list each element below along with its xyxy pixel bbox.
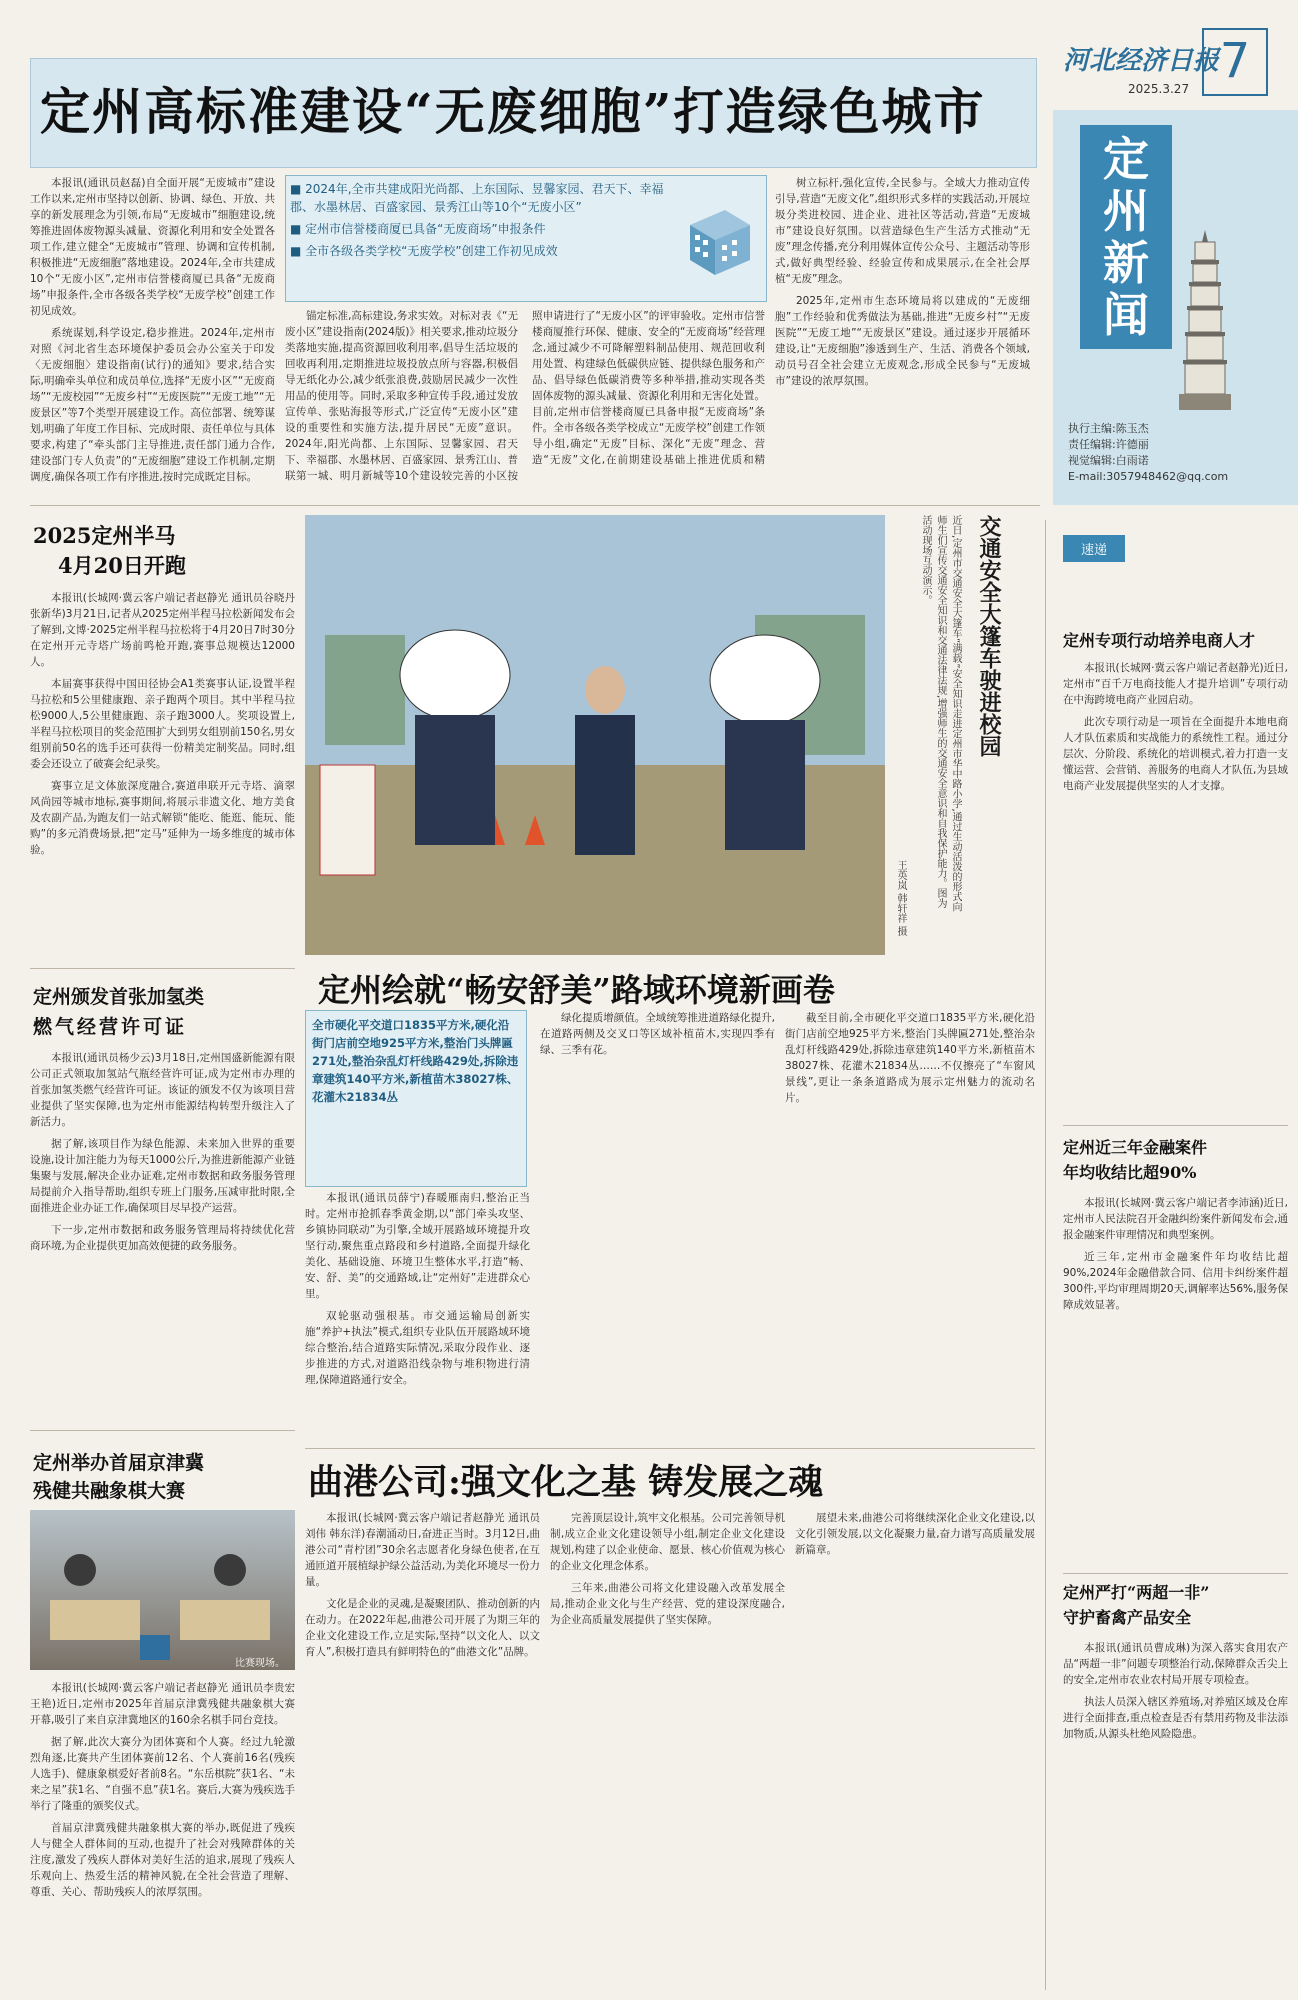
lead-column-1	[30, 175, 275, 493]
hydrogen-paragraph: 据了解,该项目作为绿色能源、未来加入世界的重要设施,设计加注能力为每天1000公斤,为推进新能源产业链集聚与发展,解决企业办证难,定州市数据和政务服务管理局提前介入指导帮助,组织专班上门服务,压减审批时限,全面推进企业办证工作,确保项目尽早投产运营。	[30, 1138, 295, 1214]
brief-rule-1	[1063, 1125, 1288, 1126]
chess-paragraph: 据了解,此次大赛分为团体赛和个人赛。经过九轮激烈角逐,比赛共产生团体赛前12名、个人赛前16名(残疾人选手)、健康象棋爱好者前8名。“东岳棋院”获1名、“未来之星”获1名、“自强不息”获1名。赛后,大赛为残疾选手举行了隆重的颁奖仪式。	[30, 1736, 295, 1812]
bullet-icon: ■	[290, 182, 306, 196]
brief-paragraph: 本报讯(长城网·冀云客户端记者赵静光)近日,定州市“百千万电商技能人才提升培训”专项行动在中海跨境电商产业园启动。	[1063, 662, 1288, 706]
road-column-3	[785, 1010, 1035, 1440]
lead-paragraph: 系统谋划,科学设定,稳步推进。2024年,定州市对照《河北省生态环境保护委员会办公室关于印发〈无废细胞〉建设指南(试行)的通知》要求,结合实际,明确牵头单位和成员单位,选择“无废小区”“无废商场”“无废校园”“无废乡村”“无废医院”“无废工地”“无废景区”等7个类型开展建设工作。高位部署、统筹谋划,明确了年度工作目标、完成时限、责任单位与具体要求,构建了“牵头部门主导推进,责任部门通力合作,建设部门专人负责”的“无废细胞”建设工作机制,定期调度,确保各项工作有序推进,按时完成既定目标。	[30, 327, 275, 483]
hydrogen-paragraph: 下一步,定州市数据和政务服务管理局将持续优化营商环境,为企业提供更加高效便捷的政务服务。	[30, 1224, 295, 1252]
hydrogen-paragraph: 本报讯(通讯员杨少云)3月18日,定州国盛新能源有限公司正式领取加氢站气瓶经营许可证,成为定州市办理的首张加氢类燃气经营许可证。该证的颁发不仅为该项目营业提供了坚实保障,也为定州市能源结构转型升级注入了新活力。	[30, 1052, 295, 1128]
lead-headline: 定州高标准建设“无废细胞”打造绿色城市	[40, 82, 986, 141]
lead-paragraph: 树立标杆,强化宣传,全民参与。全域大力推动宣传引导,营造“无废文化”,组织形式多样的实践活动,开展垃圾分类进校园、进企业、进社区等活动,营造“无废城市”建设良好氛围。以营造绿色生产生活方式推动“无废”理念传播,充分利用媒体宣传公众号、主题活动等形式,做好典型经验、经验宣传和成果展示,在全社会厚植“无废”理念。	[775, 177, 1030, 285]
marathon-bottom-rule	[30, 968, 295, 969]
road-paragraph: 本报讯(通讯员薛宁)春暖雁南归,整治正当时。定州市抢抓春季黄金期,以“部门牵头攻坚、乡镇协同联动”为引擎,全域开展路域环境提升攻坚行动,聚焦重点路段和乡村道路,全面提升绿化美化、基础设施、环境卫生整体水平,打造“畅、安、舒、美”的交通路域,让“定州好”走进群众心里。	[305, 1192, 530, 1300]
lead-paragraph: 2025年,定州市生态环境局将以建成的“无废细胞”工作经验和优秀做法为基础,推进“无废乡村”“无废医院”“无废工地”“无废景区”建设。通过逐步开展循环建设,让“无废细胞”渗透到生产、生活、消费各个领域,动员号召全社会建立无废观念,形成全民参与“无废城市”建设的浓厚氛围。	[775, 295, 1030, 387]
brief-1-body	[1063, 660, 1288, 1200]
marathon-headline-2: 4月20日开跑	[58, 553, 186, 578]
quyang-column-1	[305, 1510, 540, 1990]
editor-credit-3: 视觉编辑:白雨诺	[1068, 454, 1149, 467]
highlight-item	[290, 242, 670, 260]
traffic-photo-credit: 王英岚 韩轩祥 摄	[895, 860, 906, 937]
highlight-text: 全市各级各类学校“无废学校”创建工作初见成效	[305, 244, 558, 258]
quyang-column-3	[795, 1510, 1035, 1990]
brief-1-headline: 定州专项行动培养电商人才	[1063, 631, 1256, 650]
editor-email: E-mail:3057948462@qq.com	[1068, 470, 1229, 483]
quyang-paragraph: 完善顶层设计,筑牢文化根基。公司完善领导机制,成立企业文化建设领导小组,制定企业文化建设规划,构建了以企业使命、愿景、核心价值观为核心的企业文化理念体系。	[550, 1512, 785, 1572]
lead-column-2	[285, 308, 765, 493]
quyang-column-2	[550, 1510, 785, 1990]
building-illustration	[680, 190, 755, 280]
brief-3-headline-2: 守护畜禽产品安全	[1063, 1608, 1192, 1627]
marathon-body	[30, 590, 295, 955]
quyang-paragraph: 三年来,曲港公司将文化建设融入改革发展全局,推动企业文化与生产经营、党的建设深度融合,为企业高质量发展提供了坚实保障。	[550, 1582, 785, 1626]
marathon-paragraph: 本报讯(长城网·冀云客户端记者赵静光 通讯员谷晓丹 张新华)3月21日,记者从2025定州半程马拉松新闻发布会了解到,文博·2025定州半程马拉松将于4月20日7时30分在定州开元寺塔广场前鸣枪开跑,赛事总规模达12000人。	[30, 592, 295, 668]
bullet-icon: ■	[290, 244, 306, 258]
road-headline: 定州绘就“畅安舒美”路域环境新画卷	[318, 971, 835, 1009]
road-stats-text: 全市硬化平交道口1835平方米,硬化沿街门店前空地925平方米,整治门头牌匾271处,整治杂乱灯杆线路429处,拆除违章建筑140平方米,新植苗木38027株、花灌木21834丛	[312, 1018, 519, 1104]
quyang-paragraph: 本报讯(长城网·冀云客户端记者赵静光 通讯员刘伟 韩东洋)春潮涌动日,奋进正当时。3月12日,曲港公司“青柠团”30余名志愿者化身绿色使者,在互通匝道开展植绿护绿公益活动,为美化环境尽一份力量。	[305, 1512, 540, 1588]
editor-credit-2: 责任编辑:许德丽	[1068, 438, 1149, 451]
chess-headline-1: 定州举办首届京津冀	[33, 1452, 205, 1474]
bullet-icon: ■	[290, 222, 306, 236]
brief-2-headline-2: 年均收结比超90%	[1063, 1163, 1197, 1182]
road-paragraph: 双轮驱动强根基。市交通运输局创新实施“养护+执法”模式,组织专业队伍开展路域环境综合整治,结合道路实际情况,采取分段作业、逐步推进的方式,对道路沿线杂物与堆积物进行清理,保障道路通行安全。	[305, 1310, 530, 1386]
hydrogen-body	[30, 1050, 295, 1420]
marathon-headline-1: 2025定州半马	[33, 523, 176, 548]
brief-label: 速递	[1063, 535, 1125, 562]
lead-bottom-rule	[30, 505, 1040, 506]
brief-2-body	[1063, 1195, 1288, 1565]
lead-column-3	[775, 175, 1030, 493]
brief-paragraph: 执法人员深入辖区养殖场,对养殖区域及仓库进行全面排查,重点检查是否有禁用药物及非法添加物质,从源头杜绝风险隐患。	[1063, 1696, 1288, 1740]
brief-3-body	[1063, 1640, 1288, 1990]
highlight-text: 2024年,全市共建成阳光尚都、上东国际、昱馨家园、君天下、幸福郡、水墨林居、百盛家园、景秀江山等10个“无废小区”	[290, 182, 664, 214]
highlight-text: 定州市信誉楼商厦已具备“无废商场”申报条件	[305, 222, 546, 236]
chess-paragraph: 本报讯(长城网·冀云客户端记者赵静光 通讯员李贵宏 王艳)近日,定州市2025年首届京津冀残健共融象棋大赛开幕,吸引了来自京津冀地区的160余名棋手同台竞技。	[30, 1682, 295, 1726]
sidebar-divider	[1045, 520, 1046, 1990]
quyang-paragraph: 文化是企业的灵魂,是凝聚团队、推动创新的内在动力。在2022年起,曲港公司开展了为期三年的企业文化建设工作,立足实际,坚持“以文化人、以文育人”,积极打造具有鲜明特色的“曲港文化”品牌。	[305, 1598, 540, 1658]
chess-paragraph: 首届京津冀残健共融象棋大赛的举办,既促进了残疾人与健全人群体间的互动,也提升了社会对残障群体的关注度,激发了残疾人群体对美好生活的追求,展现了残疾人乐观向上、热爱生活的精神风貌,在全社会营造了理解、尊重、关心、帮助残疾人的浓厚氛围。	[30, 1822, 295, 1898]
chess-headline-2: 残健共融象棋大赛	[33, 1480, 186, 1502]
hydrogen-headline-1: 定州颁发首张加氢类	[33, 986, 205, 1008]
brief-rule-2	[1063, 1573, 1288, 1574]
road-column-2	[540, 1010, 775, 1440]
chess-photo	[30, 1510, 295, 1670]
lead-highlights-list	[290, 180, 670, 260]
brief-paragraph: 此次专项行动是一项旨在全面提升本地电商人才队伍素质和实战能力的系统性工程。通过分层次、分阶段、系统化的培训模式,着力打造一支懂运营、会营销、善服务的电商人才队伍,为县域电商产业发展提供坚实的人才支撑。	[1063, 716, 1288, 792]
chess-photo-credit: 比赛现场。	[235, 1658, 285, 1669]
road-column-1	[305, 1190, 530, 1440]
brief-paragraph: 本报讯(长城网·冀云客户端记者李沛涵)近日,定州市人民法院召开金融纠纷案件新闻发布会,通报金融案件审理情况和典型案例。	[1063, 1197, 1288, 1241]
marathon-paragraph: 赛事立足文体旅深度融合,赛道串联开元寺塔、滴翠风尚园等城市地标,赛事期间,将展示非遗文化、地方美食及农副产品,为跑友们一站式解锁“能吃、能逛、能玩、能购”的多元消费场景,把“定马”延伸为一场多维度的城市体验。	[30, 780, 295, 856]
chess-body	[30, 1680, 295, 1990]
lead-paragraph: 锚定标准,高标建设,务求实效。对标对表《“无废小区”建设指南(2024版)》相关要求,推动垃圾分类落地实施,提高资源回收利用率,倡导生活垃圾的回收再利用,定期推进垃圾投放点所与容器,积极倡导无纸化办公,减少纸张浪费,鼓励居民减少一次性用品的使用等。同时,采取多种宣传手段,通过发放宣传单、张贴海报等形式,广泛宣传“无废小区”建设的重要性和实施方法,提升居民“无废”意识。2024年,阳光尚都、上东国际、昱馨家园、君天下、幸福郡、水墨林居、百盛家园、景秀江山、普联第一城、明月新城等10个建设较完善的小区按照申请进行了“无废小区”的评审验收。定州市信誉楼商厦推行环保、健康、安全的“无废商场”经营理念,通过减少不可降解塑料制品使用、规范回收利用处置、构建绿色低碳供应链、提供绿色服务和产品、倡导绿色低碳消费等多种举措,推动实现各类固体废物的源头减量、资源化利用和无害化处置。目前,定州市信誉楼商厦已具备申报“无废商场”条件。全市各级各类学校成立“无废学校”创建工作领导小组,确定“无废”目标、深化“无废”理念、营造“无废”文化,在前期建设基础上推进优质和精	[285, 310, 765, 482]
traffic-caption: 近日,定州市交通安全大篷车“满载”安全知识走进定州市华中路小学,通过生动活泼的形式向师生们宣传交通安全知识和交通法律法规,增强师生的交通安全意识和自我保护能力。图为活动现场互动演示。	[920, 515, 961, 912]
brief-paragraph: 本报讯(通讯员曹成琳)为深入落实食用农产品“两超一非”问题专项整治行动,保障群众舌尖上的安全,定州市农业农村局开展专项检查。	[1063, 1642, 1288, 1686]
road-paragraph: 绿化提质增颜值。全域统筹推进道路绿化提升,在道路两侧及交叉口等区域补植苗木,实现四季有绿、三季有花。	[540, 1012, 775, 1056]
page-number: 7	[1202, 28, 1268, 96]
marathon-paragraph: 本届赛事获得中国田径协会A1类赛事认证,设置半程马拉松和5公里健康跑、亲子跑两个项目。其中半程马拉松9000人,5公里健康跑、亲子跑3000人。奖项设置上,半程马拉松项目的奖金范围扩大到男女组别前150名,男女组别前50名的选手还可获得一份精美定制奖品。同时,组委会还设立了破赛会纪录奖。	[30, 678, 295, 770]
brief-3-headline-1: 定州严打“两超一非”	[1063, 1583, 1210, 1602]
highlight-item	[290, 220, 670, 238]
section-title: 定州新闻	[1080, 125, 1172, 349]
highlight-item	[290, 180, 670, 216]
pagoda-illustration	[1175, 230, 1235, 410]
quyang-paragraph: 展望未来,曲港公司将继续深化企业文化建设,以文化引领发展,以文化凝聚力量,奋力谱写高质量发展新篇章。	[795, 1512, 1035, 1556]
brief-paragraph: 近三年,定州市金融案件年均收结比超90%,2024年金融借款合同、信用卡纠纷案件超300件,平均审理周期20天,调解率达56%,服务保障成效显著。	[1063, 1251, 1288, 1311]
hydrogen-headline-2: 燃气经营许可证	[33, 1016, 188, 1038]
editor-credit-1: 执行主编:陈玉杰	[1068, 422, 1149, 435]
issue-date: 2025.3.27	[1128, 82, 1190, 96]
lead-paragraph: 本报讯(通讯员赵磊)自全面开展“无废城市”建设工作以来,定州市坚持以创新、协调、绿色、开放、共享的新发展理念为引领,布局“无废城市”细胞建设,统筹推进固体废物源头减量、资源化利用和安全处置各项工作,建立健全“无废城市”管理、协调和宣传机制,积极推进“无废细胞”落地建设。2024年,全市共建成10个“无废小区”,定州市信誉楼商厦已具备“无废商场”申报条件,全市各级各类学校“无废学校”创建工作初见成效。	[30, 177, 275, 317]
road-bottom-rule	[305, 1448, 1035, 1449]
traffic-headline: 交通安全大篷车驶进校园	[976, 515, 1002, 757]
quyang-headline: 曲港公司:强文化之基 铸发展之魂	[308, 1462, 824, 1503]
hydrogen-bottom-rule	[30, 1430, 295, 1431]
paper-name: 河北经济日报	[1063, 46, 1220, 76]
traffic-safety-photo	[305, 515, 885, 955]
brief-2-headline-1: 定州近三年金融案件	[1063, 1138, 1208, 1157]
road-paragraph: 截至目前,全市硬化平交道口1835平方米,硬化沿街门店前空地925平方米,整治门头牌匾271处,整治杂乱灯杆线路429处,拆除违章建筑140平方米,新植苗木38027株、花灌木21834丛……不仅擦亮了“车窗风景线”,更让一条条道路成为展示定州魅力的流动名片。	[785, 1012, 1035, 1104]
